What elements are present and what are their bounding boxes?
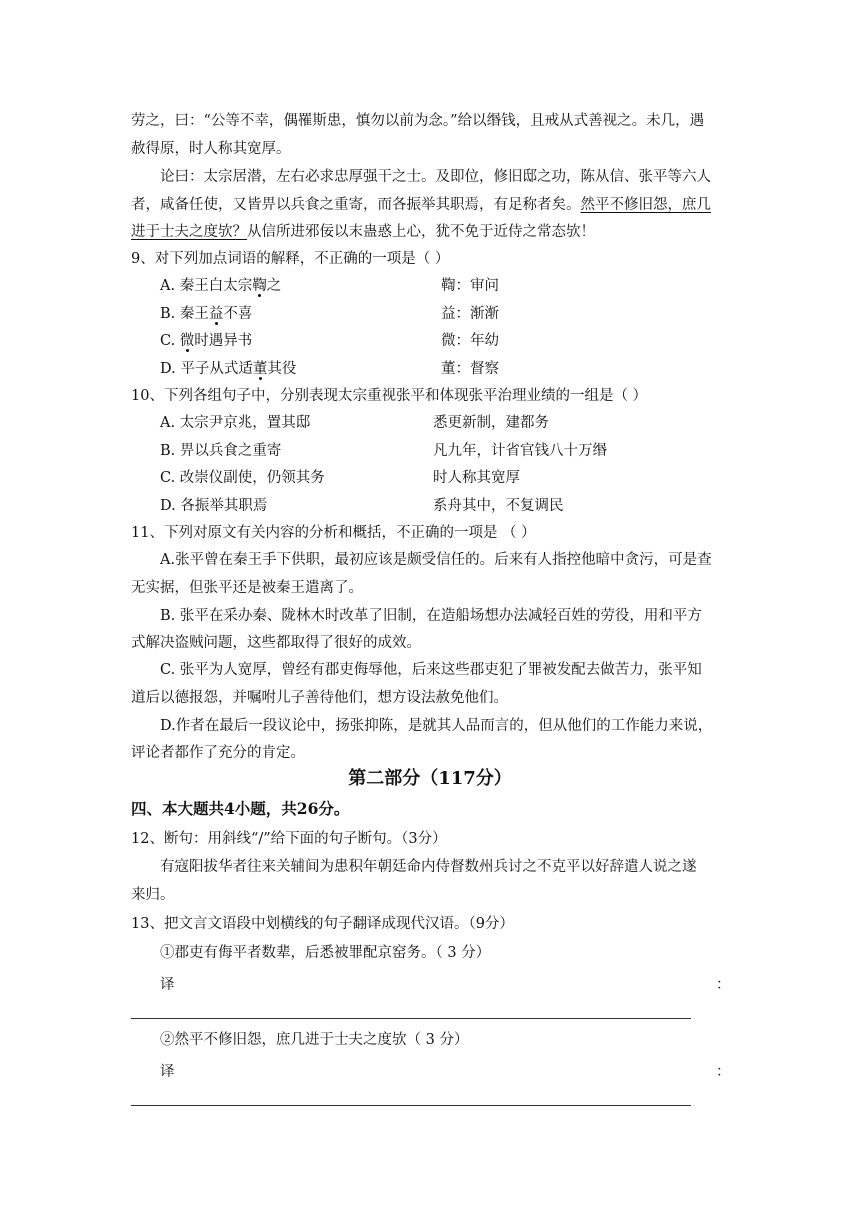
- dotted-word: 微: [179, 333, 195, 349]
- underlined-sentence: 然平不修旧怨，庶几: [580, 197, 711, 213]
- passage-line: 论曰：太宗居潜，左右必求忠厚强干之士。及即位，修旧邸之功，陈从信、张平等六人: [160, 169, 711, 185]
- q10-option-c-right: 时人称其宽厚: [433, 470, 520, 486]
- q11-option-d-cont: 评论者都作了充分的肯定。: [131, 745, 305, 761]
- passage-line: 赦得原，时人称其宽厚。: [131, 141, 291, 157]
- q9-option-a-explanation: 鞫：审问: [441, 278, 499, 294]
- translation-colon: ：: [716, 977, 731, 993]
- q9-option-b: B. 秦王益不喜: [160, 306, 253, 322]
- q11-option-d: D.作者在最后一段议论中，扬张抑陈，是就其人品而言的，但从他们的工作能力来说，: [160, 718, 713, 734]
- q10-option-d-right: 系舟其中，不复调民: [433, 498, 564, 514]
- passage-line: [131, 222, 728, 242]
- underlined-sentence: 进于士夫之度欤？: [131, 224, 247, 240]
- question-13-stem: 13、把文言文语段中划横线的句子翻译成现代汉语。（9分）: [131, 916, 514, 932]
- question-12-stem: 12、断句：用斜线“/”给下面的句子断句。（3分）: [131, 831, 447, 847]
- passage-line: [131, 195, 728, 215]
- q13-sentence-2: ②然平不修旧怨，庶几进于士夫之度欤（ 3 分）: [160, 1032, 469, 1048]
- question-10-stem: 10、下列各组句子中，分别表现太宗重视张平和体现张平治理业绩的一组是（ ）: [131, 388, 648, 404]
- q10-option-d-left: D. 各振举其职焉: [160, 498, 268, 514]
- passage-line: 劳之，曰：“公等不幸，偶罹斯患，慎勿以前为念。”给以缗钱，且戒从式善视之。未几，遇: [131, 113, 705, 129]
- passage-text: 从信所进邪佞以末蛊惑上心，犹不免于近侍之常态欤！: [247, 224, 595, 240]
- q10-option-a-left: A. 太宗尹京兆，置其邸: [160, 415, 311, 431]
- q9-option-d-explanation: 董：督察: [441, 361, 499, 377]
- q11-option-a-cont: 无实据，但张平还是被秦王遣离了。: [131, 580, 363, 596]
- answer-line[interactable]: [131, 1105, 691, 1106]
- q9-option-d: D. 平子从式适董其役: [160, 361, 297, 377]
- q10-option-b-left: B. 畀以兵食之重寄: [160, 443, 282, 459]
- q10-option-a-right: 悉更新制，建都务: [433, 415, 549, 431]
- q12-text-cont: 来归。: [131, 887, 175, 903]
- q11-option-c: C. 张平为人宽厚，曾经有郡吏侮辱他，后来这些郡吏犯了罪被发配去做苦力，张平知: [160, 662, 702, 678]
- question-11-stem: 11、下列对原文有关内容的分析和概括，不正确的一项是 （ ）: [131, 525, 536, 541]
- q11-option-c-cont: 道后以德报怨，并嘱咐儿子善待他们，想方设法赦免他们。: [131, 690, 508, 706]
- q10-option-b-right: 凡九年，计省官钱八十万缗: [433, 443, 607, 459]
- q13-sentence-1: ①郡吏有侮平者数辈，后悉被罪配京窑务。（ 3 分）: [160, 945, 491, 961]
- answer-line[interactable]: [131, 1018, 691, 1019]
- q9-option-c-explanation: 微：年幼: [441, 333, 499, 349]
- dotted-word: 董: [252, 361, 268, 377]
- passage-text: 者，咸备任使，又皆畀以兵食之重寄，而各振举其职焉，有足称者矣。: [131, 197, 581, 213]
- translation-colon: ：: [716, 1064, 731, 1080]
- q12-text: 有寇阳拔华者往来关辅间为患积年朝廷命内侍督数州兵讨之不克平以好辞遣人说之遂: [160, 859, 697, 875]
- translation-label: 译: [160, 977, 175, 993]
- q9-option-b-explanation: 益：渐渐: [441, 306, 499, 322]
- section-four-heading: 四、本大题共4小题，共26分。: [131, 799, 350, 818]
- q11-option-b-cont: 式解决盗贼问题，这些都取得了很好的成效。: [131, 635, 421, 651]
- q10-option-c-left: C. 改崇仪副使，仍领其务: [160, 470, 325, 486]
- translation-label: 译: [160, 1064, 175, 1080]
- part-two-heading: 第二部分（117分）: [348, 768, 512, 789]
- q11-option-a: A.张平曾在秦王手下供职，最初应该是颇受信任的。后来有人指控他暗中贪污，可是查: [160, 552, 712, 568]
- dotted-word: 益: [208, 306, 224, 322]
- q9-option-c: C. 微时遇异书: [160, 333, 253, 349]
- q11-option-b: B. 张平在采办秦、陇林木时改革了旧制，在造船场想办法减轻百姓的劳役，用和平方: [160, 608, 702, 624]
- q9-option-a: A. 秦王白太宗鞫之: [160, 278, 282, 294]
- question-9-stem: 9、对下列加点词语的解释，不正确的一项是（ ）: [131, 251, 450, 267]
- dotted-word: 鞫: [252, 278, 267, 294]
